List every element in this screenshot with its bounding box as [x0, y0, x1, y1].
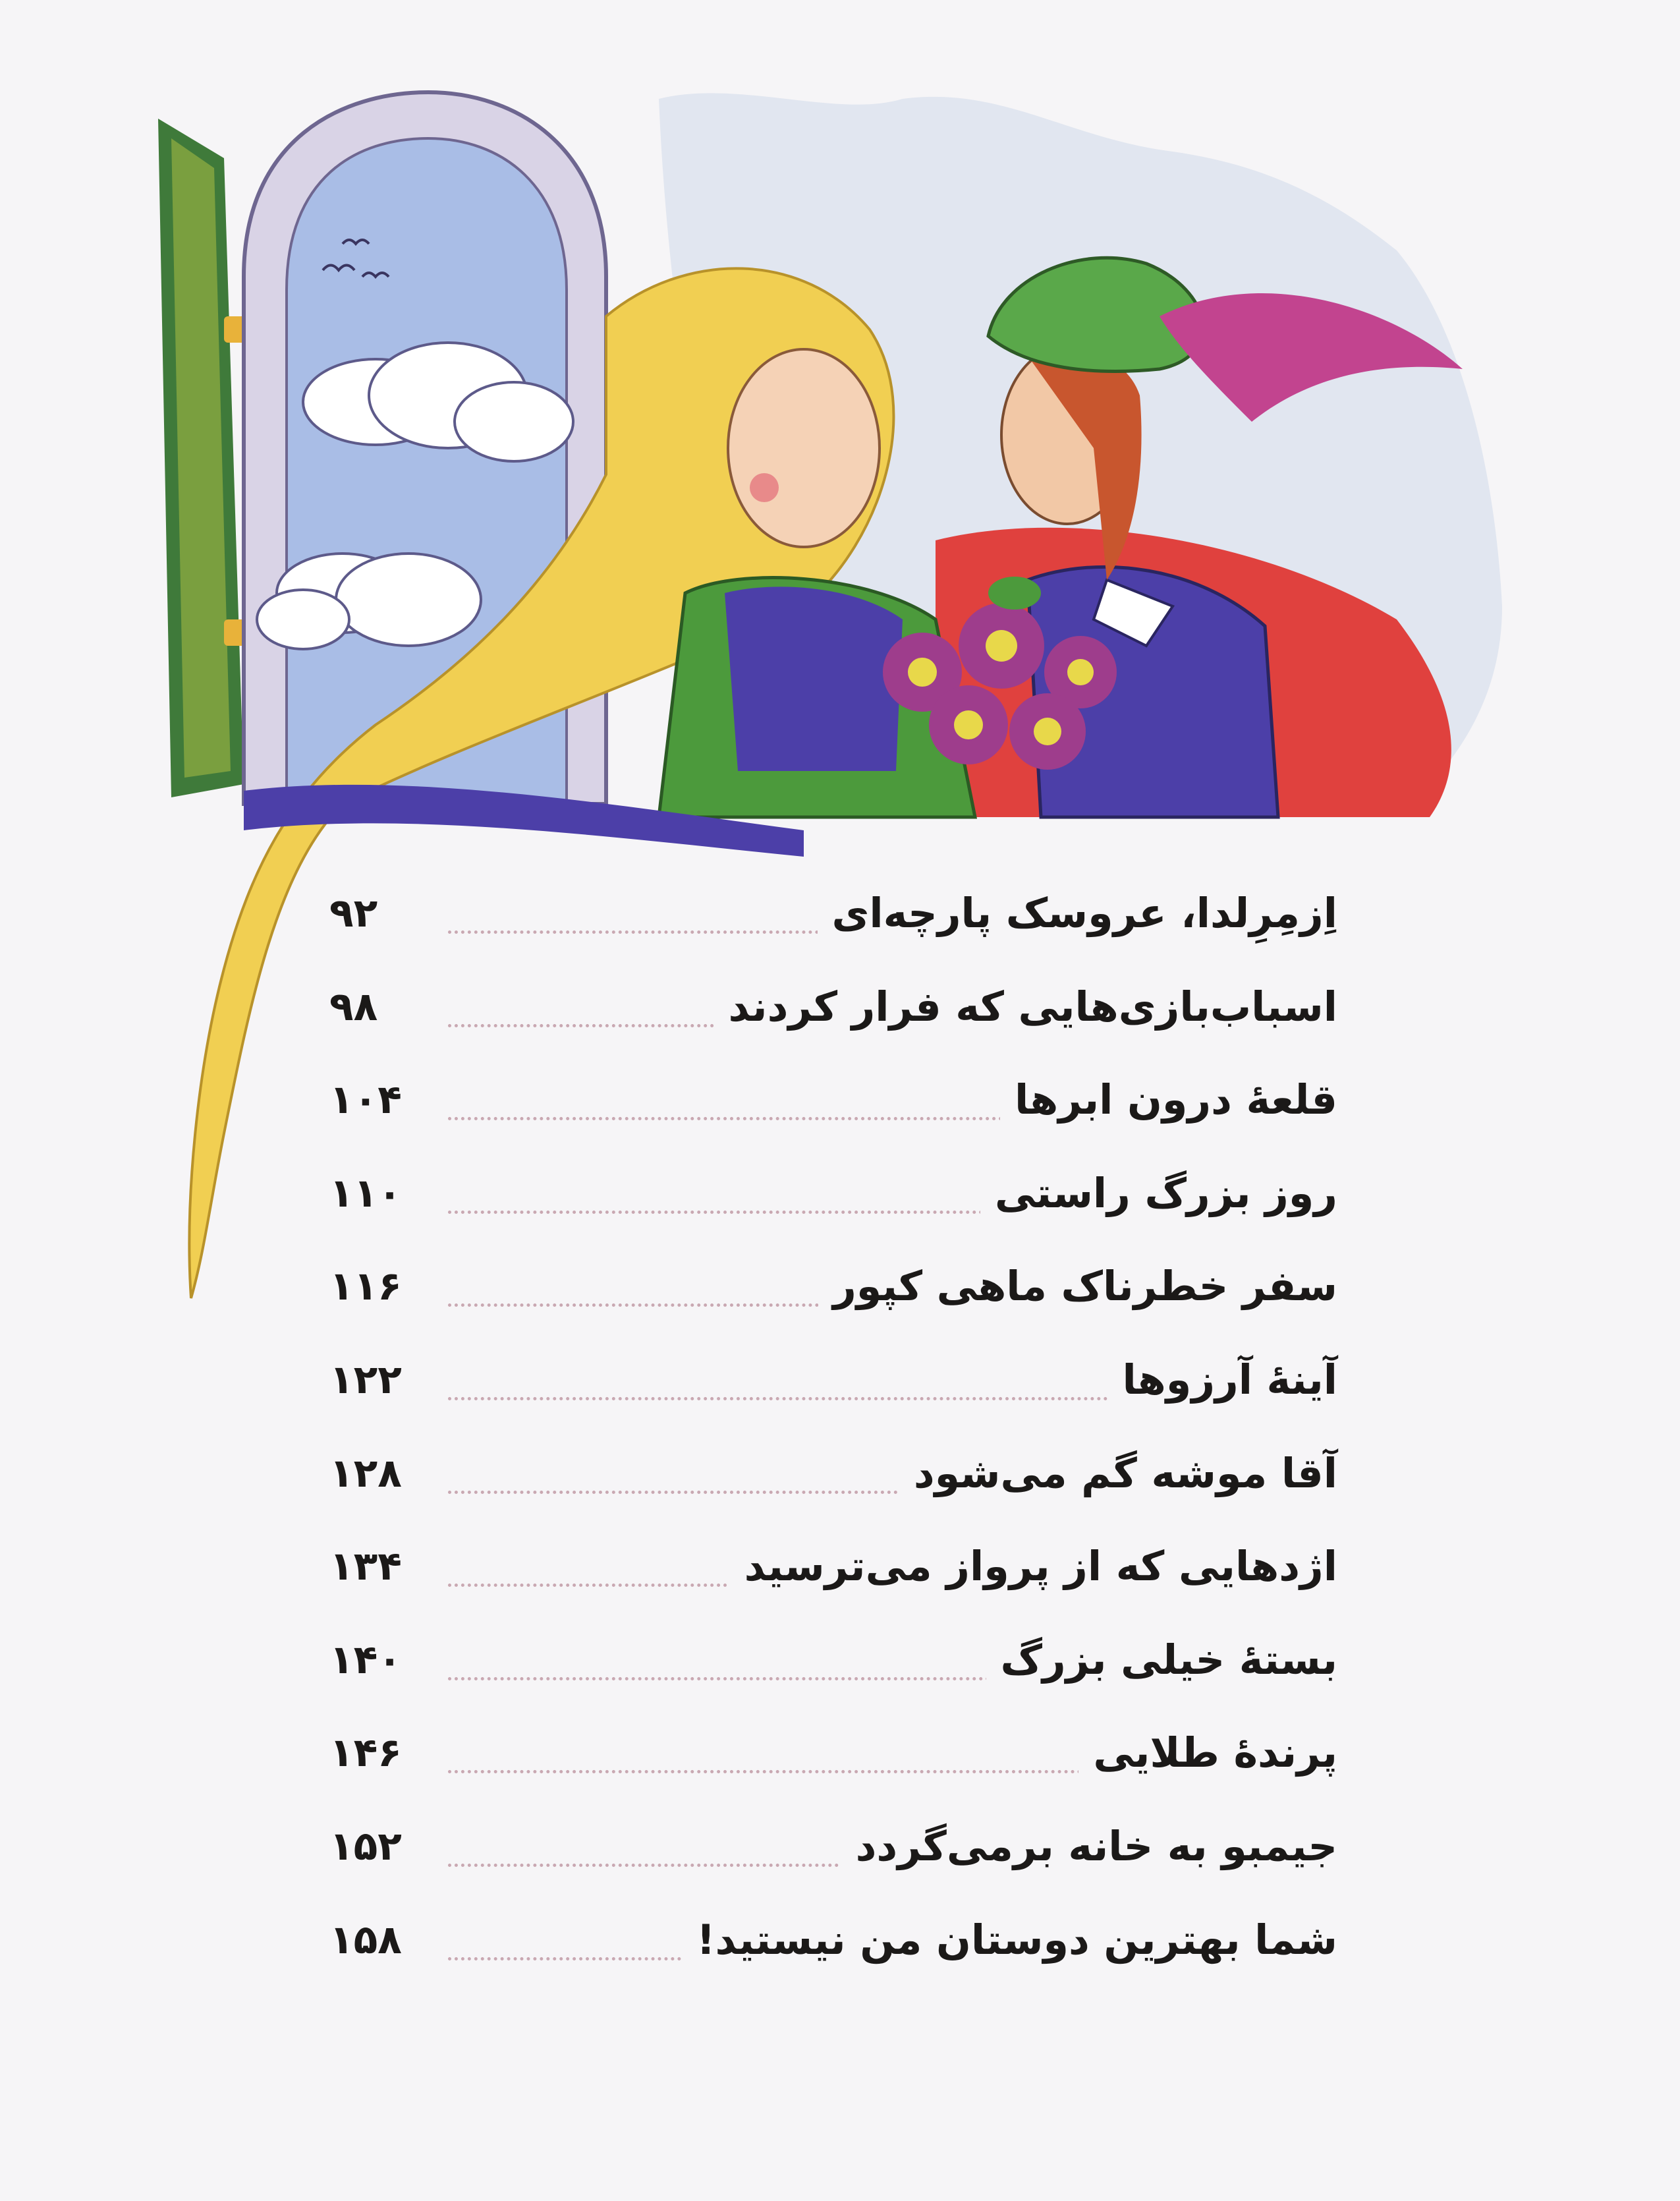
- toc-entry-title: بستهٔ خیلی بزرگ: [986, 1623, 1338, 1697]
- toc-entry-page: ۹۲: [329, 890, 378, 936]
- rapunzel-cheek: [750, 473, 779, 502]
- toc-entry-page: ۱۴۶: [329, 1730, 402, 1777]
- toc-entry[interactable]: [329, 1623, 1337, 1717]
- toc-entry[interactable]: [329, 1903, 1337, 1997]
- toc-entry-page: ۱۵۸: [329, 1916, 402, 1963]
- toc-entry-title: جیمبو به خانه برمی‌گردد: [841, 1810, 1337, 1883]
- toc-entry[interactable]: [329, 1157, 1337, 1250]
- rapunzel-vest: [725, 586, 903, 771]
- toc-entry-title: اسباب‌بازی‌هایی که فرار کردند: [714, 970, 1337, 1044]
- toc-entry-page: ۹۸: [329, 983, 378, 1030]
- toc-entry-title: اِزمِرِلدا، عروسک پارچه‌ای: [818, 876, 1338, 950]
- toc-entry-page: ۱۰۴: [329, 1077, 402, 1124]
- toc-entry[interactable]: [329, 1437, 1337, 1530]
- toc-entry[interactable]: [329, 1249, 1337, 1343]
- toc-entry[interactable]: [329, 1343, 1337, 1437]
- toc-entry-title: آینهٔ آرزوها: [1108, 1343, 1337, 1417]
- toc-entry-page: ۱۲۸: [329, 1450, 402, 1497]
- toc-entry-title: اژدهایی که از پرواز می‌ترسید: [730, 1529, 1337, 1603]
- toc-entry-title: قلعهٔ درون ابرها: [1000, 1063, 1337, 1137]
- toc-entry-title: پرندهٔ طلایی: [1078, 1716, 1337, 1790]
- toc-entry[interactable]: [329, 970, 1337, 1064]
- toc-entry[interactable]: [329, 1063, 1337, 1157]
- toc-entry-page: ۱۵۲: [329, 1823, 402, 1870]
- toc-entry[interactable]: [329, 1529, 1337, 1623]
- rapunzel-face: [728, 349, 880, 547]
- cloud-lower: [257, 554, 481, 649]
- toc-entry-title: شما بهترین دوستان من نیستید!: [682, 1903, 1337, 1977]
- toc-entry-title: سفر خطرناک ماهی کپور: [818, 1249, 1337, 1323]
- toc-entry-title: آقا موشه گم می‌شود: [899, 1437, 1337, 1510]
- toc-entry-title: روز بزرگ راستی: [980, 1157, 1337, 1230]
- toc-entry[interactable]: [329, 876, 1337, 970]
- toc-entry-page: ۱۳۴: [329, 1543, 402, 1590]
- toc-entry[interactable]: [329, 1716, 1337, 1810]
- toc-entry-page: ۱۲۲: [329, 1356, 402, 1403]
- table-of-contents: [329, 876, 1337, 1996]
- toc-entry-page: ۱۴۰: [329, 1636, 402, 1683]
- toc-entry[interactable]: [329, 1810, 1337, 1903]
- toc-entry-page: ۱۱۶: [329, 1263, 402, 1310]
- toc-entry-page: ۱۱۰: [329, 1170, 402, 1216]
